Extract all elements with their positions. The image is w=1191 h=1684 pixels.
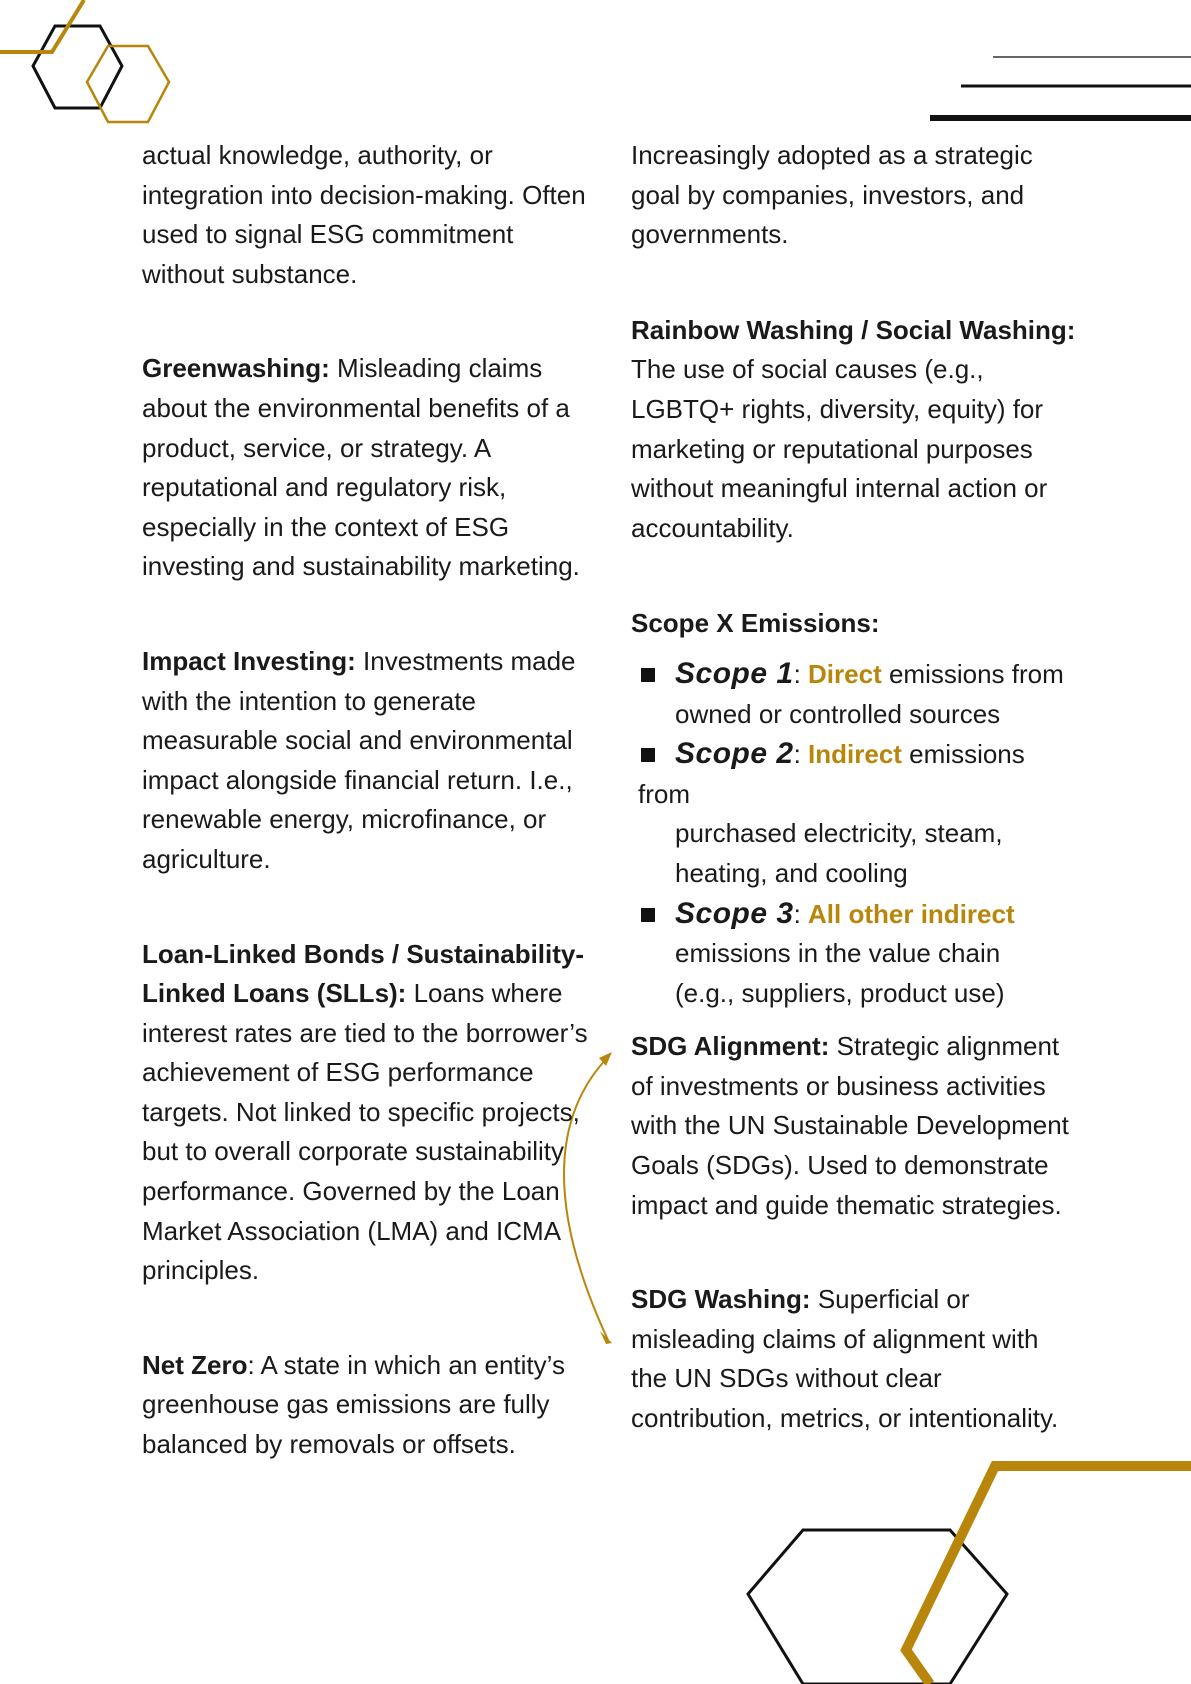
glossary-entry-sdg-washing [631, 1280, 1081, 1438]
scope-3-sep: : [793, 898, 801, 929]
scope-3-item [631, 894, 1081, 1014]
right-intro-text: Increasingly adopted as a strategic goal by companies, investors, and governments. [631, 140, 1033, 250]
scope-1-item [631, 654, 1081, 734]
glossary-entry-loan-linked [142, 935, 592, 1291]
glossary-entry-greenwashing [142, 349, 592, 587]
right-column [631, 136, 1081, 1439]
square-bullet-icon [641, 908, 655, 922]
hexagon-outline-gold [87, 46, 169, 122]
scope-1-line2: owned or controlled sources [675, 698, 1001, 729]
hexagon-outline-bottom-gold [906, 1466, 1191, 1684]
scope-2-highlight: Indirect [808, 739, 902, 770]
hexagon-outline-bottom-black [748, 1530, 1007, 1684]
term-rainbow-washing: Rainbow Washing / Social Washing: [631, 314, 1076, 345]
definition-sdg-washing: Superficial or misleading claims of alignment with the UN SDGs without clear contribution, metrics, or intentionality. [631, 1284, 1059, 1434]
term-sdg-alignment: SDG Alignment: [631, 1031, 830, 1062]
arrow-head-bottom [600, 1331, 612, 1344]
definition-sdg-alignment: Strategic alignment of investments or business activities with the UN Sustainable Development Goals (SDGs). Used to demonstrate impact and guide thematic strategies. [631, 1031, 1069, 1220]
definition-loan-linked: Loans where interest rates are tied to the borrower’s achievement of ESG performance targets. Not linked to specific projects, but to overall corporate sustainability performance. Governed by the Loan Market Association (LMA) and ICMA principles. [142, 978, 588, 1286]
arrow-head-top [599, 1052, 612, 1066]
glossary-entry-impact-investing [142, 642, 592, 880]
term-greenwashing: Greenwashing: [142, 353, 330, 384]
left-column [142, 136, 592, 1465]
square-bullet-icon [641, 668, 655, 682]
scope-2-line3: heating, and cooling [675, 857, 908, 888]
scope-1-highlight: Direct [808, 658, 882, 689]
term-scope-emissions: Scope X Emissions: [631, 608, 880, 639]
scope-2-item [631, 734, 1081, 893]
definition-rainbow-washing: The use of social causes (e.g., LGBTQ+ rights, diversity, equity) for marketing or reputational purposes without meaningful internal action or accountability. [631, 354, 1048, 543]
definition-net-zero: : A state in which an entity’s greenhouse gas emissions are fully balanced by removals or offsets. [142, 1349, 565, 1460]
scope-2-line1: emissions [901, 739, 1025, 770]
scope-list [631, 654, 1081, 1013]
term-loan-linked: Loan-Linked Bonds / Sustainability-Linked Loans (SLLs): [142, 938, 585, 1009]
scope-1-sep: : [793, 658, 801, 689]
glossary-entry-net-zero [142, 1346, 592, 1465]
scope-3-highlight: All other indirect [808, 898, 1015, 929]
glossary-entry-rainbow-washing [631, 311, 1081, 549]
scope-3-line3: (e.g., suppliers, product use) [675, 977, 1005, 1008]
scope-2-line2: purchased electricity, steam, [675, 818, 1003, 849]
gold-accent-line [0, 0, 84, 52]
left-intro-text: actual knowledge, authority, or integration into decision-making. Often used to signal ESG commitment without substance. [142, 140, 586, 289]
term-net-zero: Net Zero [142, 1349, 248, 1380]
scope-3-line2: emissions in the value chain [675, 938, 1001, 969]
definition-greenwashing: Misleading claims about the environmental benefits of a product, service, or strategy. A reputational and regulatory risk, especially in the context of ESG investing and sustainability marketing. [142, 353, 580, 582]
definition-impact-investing: Investments made with the intention to generate measurable social and environmental impact alongside financial return. I.e., renewable energy, microfinance, or agriculture. [142, 645, 576, 874]
scope-heading [631, 604, 1081, 644]
scope-2-name: Scope 2 [675, 737, 794, 771]
scope-2-sep: : [793, 739, 801, 770]
scope-3-name: Scope 3 [675, 896, 794, 930]
scope-1-line1: emissions from [881, 658, 1064, 689]
scope-1-name: Scope 1 [675, 656, 794, 690]
term-impact-investing: Impact Investing: [142, 645, 356, 676]
scope-2-from: from [638, 778, 690, 809]
hexagon-outline-black [33, 26, 122, 108]
term-sdg-washing: SDG Washing: [631, 1284, 811, 1315]
square-bullet-icon [641, 748, 655, 762]
glossary-entry-sdg-alignment [631, 1027, 1081, 1225]
